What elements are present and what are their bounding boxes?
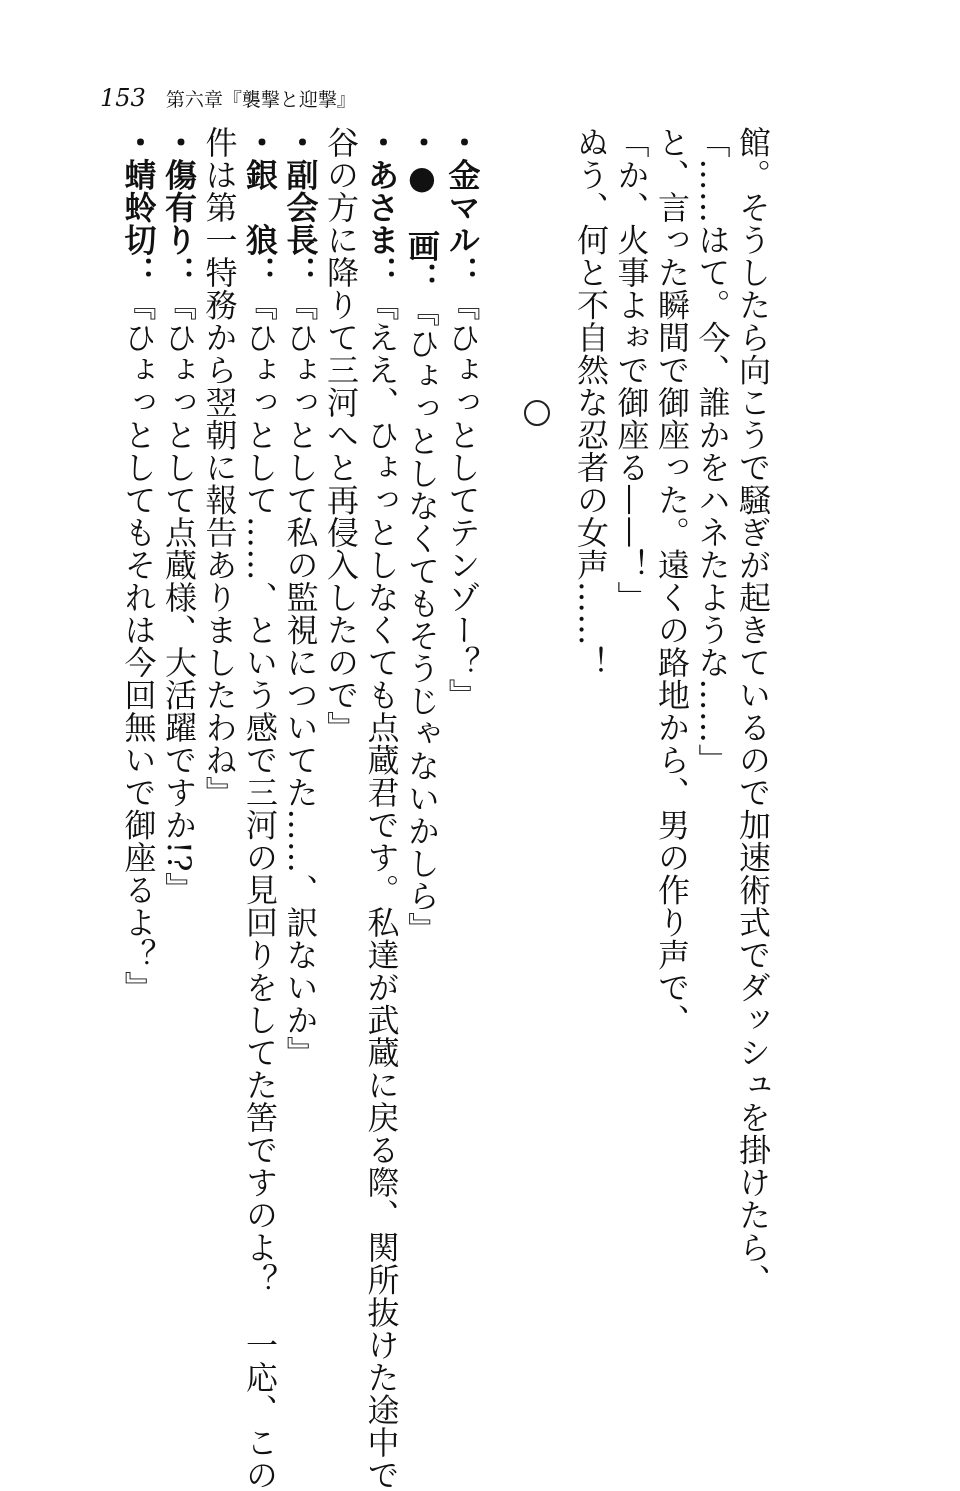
narrative-line: ぬう、何と不自然な忍者の女声……！ [571, 126, 612, 1326]
chat-bullet: ・ [160, 126, 198, 159]
chat-message: 『ひょっとしてテンゾー？』 [444, 289, 482, 712]
chat-line [361, 126, 402, 1326]
circle-separator-icon [524, 400, 550, 426]
chat-speaker: 傷有り [160, 159, 198, 257]
chat-colon: ： [363, 256, 401, 289]
chat-speaker: あさま [363, 159, 401, 257]
chat-colon: ： [444, 256, 482, 289]
chat-colon: ： [403, 262, 441, 295]
narrative-line: 館。そうしたら向こうで騒ぎが起きているので加速術式でダッシュを掛けたら、 [733, 126, 774, 1326]
chat-colon: ： [282, 256, 320, 289]
chat-line [280, 126, 321, 1326]
chat-speaker: 副会長 [282, 159, 320, 257]
chat-speaker: 金マル [444, 159, 482, 257]
chat-message: 『ひょっとしなくてもそうじゃないかしら』 [403, 295, 441, 945]
chat-colon: ： [120, 256, 158, 289]
narrative-line: 「か、火事よぉで御座る——！」 [611, 126, 652, 1326]
narrative-line: と、言った瞬間で御座った。遠くの路地から、男の作り声で、 [652, 126, 693, 1326]
chat-message: 『ひょっとして点蔵様、大活躍ですか!?』 [160, 289, 198, 905]
chat-line [118, 126, 159, 1326]
running-header [100, 80, 356, 116]
chat-message: 『ひょっとして……、という感で三河の見回りをしてた筈ですのよ？ 一応、この [241, 289, 279, 1491]
chat-bullet: ・ [444, 126, 482, 159]
chat-line [402, 126, 443, 1326]
vertical-body-text [118, 126, 773, 1326]
chat-message: 『ええ、ひょっとしなくても点蔵君です。私達が武蔵に戻る際、関所抜けた途中で [363, 289, 401, 1491]
chat-bullet: ・ [403, 126, 441, 159]
chat-line [442, 126, 483, 1326]
chat-bullet: ・ [241, 126, 279, 159]
chat-continuation: 谷の方に降りて三河へと再侵入したので』 [321, 126, 362, 1326]
chat-line [159, 126, 200, 1326]
narrative-line: 「……はて。今、誰かをハネたような……」 [692, 126, 733, 1326]
chat-message: 『ひょっとして私の監視についてた……、訳ないか』 [282, 289, 320, 1069]
chat-continuation: 件は第一特務から翌朝に報告ありましたわね』 [199, 126, 240, 1326]
page-number: 153 [100, 84, 146, 112]
chat-message: 『ひょっとしてもそれは今回無いで御座るよ？』 [120, 289, 158, 1004]
chat-bullet: ・ [363, 126, 401, 159]
chat-line [240, 126, 281, 1326]
chat-colon: ： [241, 256, 279, 289]
chat-speaker: 銀 狼 [241, 159, 279, 257]
chat-colon: ： [160, 256, 198, 289]
chat-speaker: 蜻蛉切 [120, 159, 158, 257]
chat-bullet: ・ [120, 126, 158, 159]
column-gap [483, 126, 507, 1326]
chat-speaker: ● 画 [403, 159, 441, 263]
section-separator [507, 126, 571, 1326]
chapter-title: 第六章『襲撃と迎撃』 [166, 89, 356, 111]
chat-bullet: ・ [282, 126, 320, 159]
